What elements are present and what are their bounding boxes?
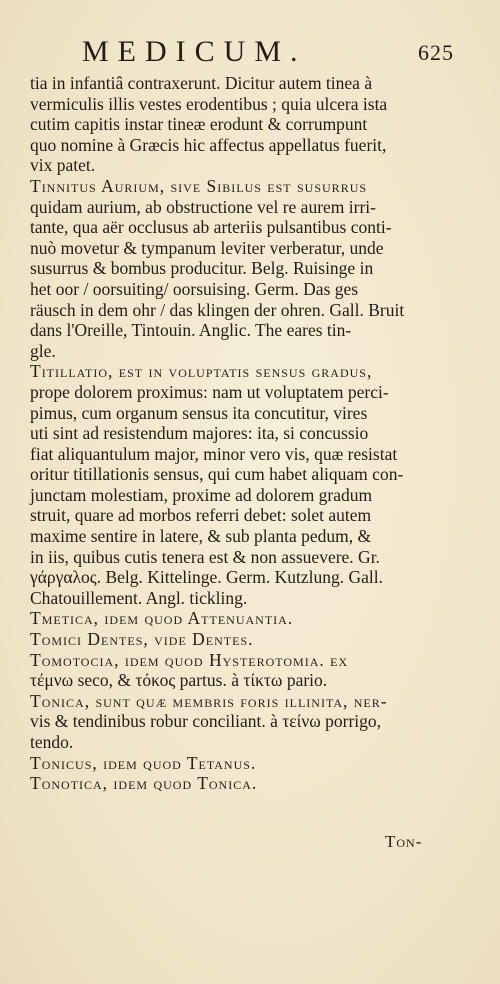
- entry-tomotocia: Tomotocia, idem quod Hysterotomia. ex: [30, 649, 349, 670]
- text-line: susurrus & bombus producitur. Belg. Ruisinge in: [30, 258, 374, 279]
- text-line: quo nomine à Græcis hic affectus appellatus fuerit,: [30, 134, 387, 155]
- entry-titillatio: Titillatio, est in voluptatis sensus gradus,: [30, 361, 373, 382]
- running-header: [0, 34, 500, 70]
- text-line: räusch in dem ohr / das klingen der ohren. Gall. Bruit: [30, 299, 405, 320]
- text-line: tendo.: [30, 732, 74, 752]
- text-line: Chatouillement. Angl. tickling.: [30, 587, 248, 608]
- entry-tonotica: Tonotica, idem quod Tonica.: [30, 773, 258, 794]
- text-line: vix patet.: [30, 155, 96, 176]
- page-number: 625: [418, 40, 454, 65]
- text-line: prope dolorem proximus: nam ut voluptatem perci-: [30, 381, 389, 402]
- entry-tmetica: Tmetica, idem quod Attenuantia.: [30, 608, 294, 629]
- text-line: γάργαλος. Belg. Kittelinge. Germ. Kutzlung. Gall.: [30, 567, 383, 588]
- entry-tonicus: Tonicus, idem quod Tetanus.: [30, 752, 257, 773]
- text-line: tia in infantiâ contraxerunt. Dicitur autem tinea à: [30, 73, 373, 93]
- text-line: tante, qua aër occlusus ab arteriis pulsantibus conti-: [30, 217, 392, 238]
- page-body-text: [30, 73, 456, 794]
- text-line: struit, quare ad morbos referri debet: solet autem: [30, 505, 372, 526]
- text-line: junctam molestiam, proxime ad dolorem gradum: [30, 484, 373, 505]
- text-line: uti sint ad resistendum majores: ita, si concussio: [30, 423, 369, 444]
- entry-tonica: Tonica, sunt quæ membris foris illinita, ner-: [30, 690, 388, 711]
- text-line: in iis, quibus cutis tenera est & non assuevere. Gr.: [30, 546, 380, 567]
- text-line: maxime sentire in latere, & sub planta pedum, &: [30, 526, 372, 547]
- text-line: vermiculis illis vestes erodentibus ; quia ulcera ista: [30, 93, 388, 114]
- entry-tinnitus-aurium: Tinnitus Aurium, sive Sibilus est susurrus: [30, 175, 368, 196]
- text-line: dans l'Oreille, Tintouin. Anglic. The eares tin-: [30, 320, 352, 341]
- text-line: τέμνω seco, & τόκος partus. à τίκτω pario.: [30, 670, 328, 691]
- text-line: cutim capitis instar tineæ erodunt & corrumpunt: [30, 114, 368, 135]
- text-line: pimus, cum organum sensus ita concutitur, vires: [30, 402, 368, 423]
- text-line: nuò movetur & tympanum leviter verberatur, unde: [30, 237, 384, 258]
- text-line: quidam aurium, ab obstructione vel re aurem irri-: [30, 196, 376, 217]
- catchword: Ton-: [385, 832, 423, 851]
- text-line: gle.: [30, 340, 56, 361]
- text-line: fiat aliquantulum major, minor vero vis, quæ resistat: [30, 443, 398, 464]
- text-line: oritur titillationis sensus, qui cum habet aliquam con-: [30, 464, 404, 485]
- text-line: het oor / oorsuiting/ oorsuising. Germ. Das ges: [30, 278, 359, 299]
- entry-tomici-dentes: Tomici Dentes, vide Dentes.: [30, 629, 254, 650]
- text-line: vis & tendinibus robur conciliant. à τείνω porrigo,: [30, 711, 382, 732]
- running-head-title: MEDICUM.: [82, 35, 307, 68]
